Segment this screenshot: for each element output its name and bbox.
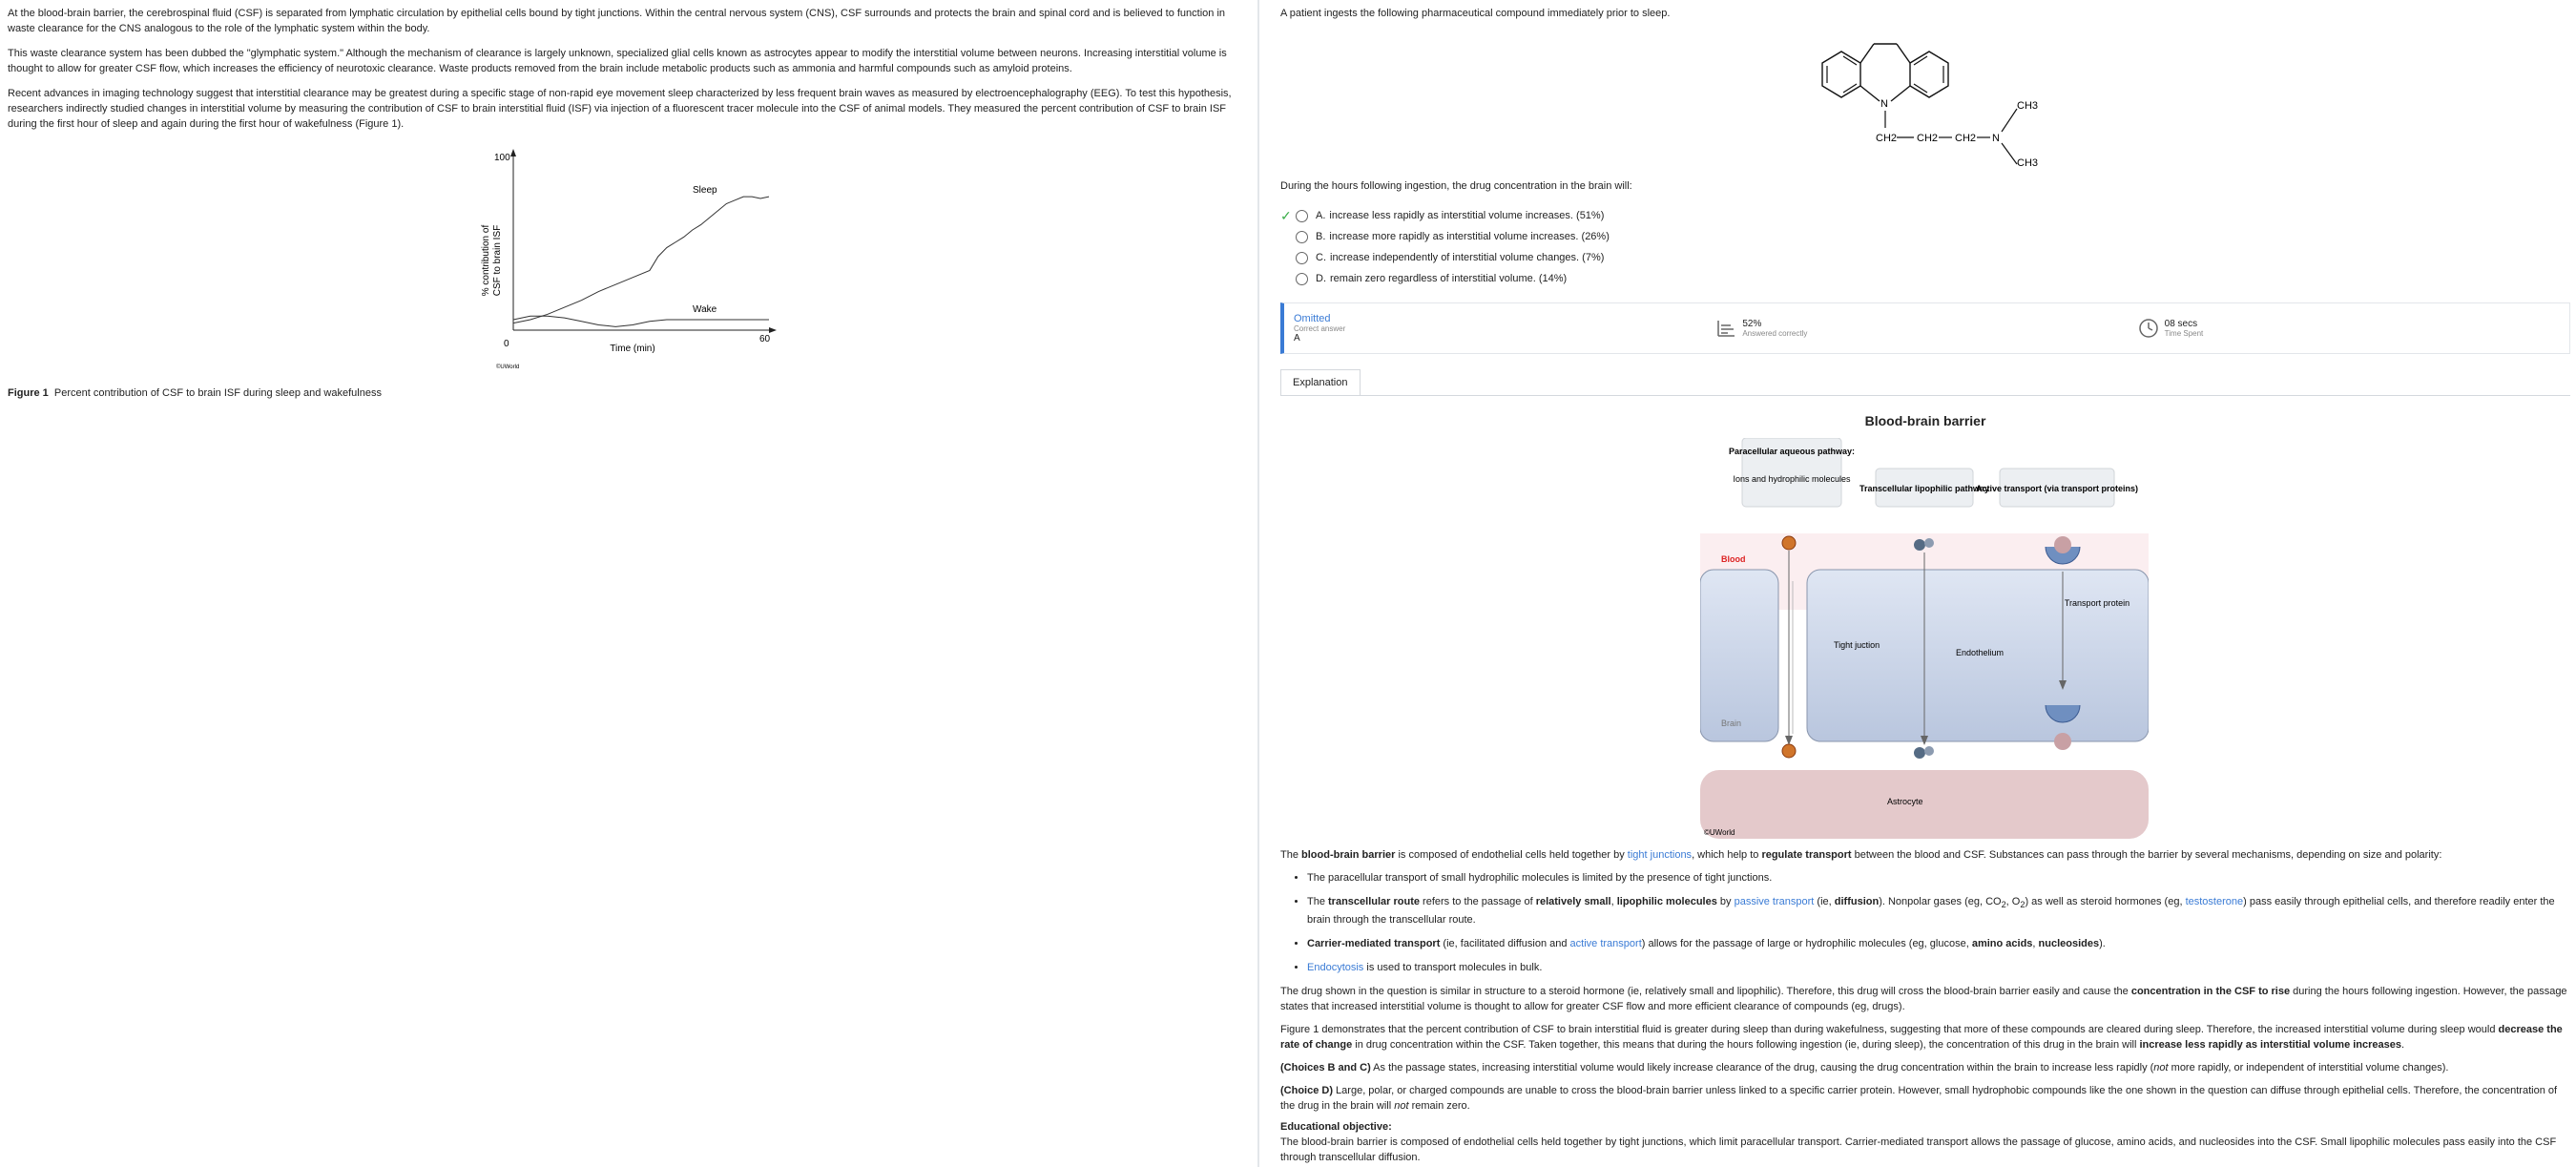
explanation-body [1280, 847, 2570, 1165]
structure-ch3-bottom: CH3 [2017, 157, 2039, 169]
choice-percent: (26%) [1581, 231, 1610, 242]
tricyclic-structure-drawing [1796, 27, 2063, 170]
educational-objective-title: Educational objective: [1280, 1121, 1392, 1134]
status-text: Omitted [1294, 313, 1331, 324]
choice-text: increase less rapidly as interstitial volume increases. [1329, 210, 1573, 221]
y-axis-arrow [510, 149, 516, 156]
figure-caption-text: Percent contribution of CSF to brain ISF during sleep and wakefulness [53, 387, 382, 399]
figure-copyright: ©UWorld [496, 365, 520, 370]
choice-text: increase independently of interstitial volume changes. [1330, 252, 1580, 263]
blood-brain-barrier-diagram [1700, 438, 2149, 842]
expl-bullets [1280, 870, 2570, 975]
passive-transport-link[interactable]: passive transport [1734, 896, 1815, 907]
passage-panel [0, 0, 1259, 1167]
col3-title: Active transport (via transport proteins) [1975, 484, 2139, 493]
active-transport-link[interactable]: active transport [1569, 938, 1642, 950]
structure-n-amine: N [1992, 133, 2000, 144]
list-item: • Carrier-mediated transport (ie, facilitated diffusion and active transport) allows for the passage of large or hydrophilic molecules (eg, glucose, amino acids, nucleosides). [1307, 936, 2570, 951]
radio-button[interactable] [1296, 273, 1308, 285]
figure-label: Figure 1 [8, 387, 49, 399]
y-tick-label-0: 0 [504, 339, 509, 349]
answer-choices [1280, 205, 2570, 289]
diagram-copyright: ©UWorld [1704, 828, 1735, 837]
series-line-sleep [513, 197, 769, 323]
blood-label: Blood [1721, 554, 1746, 564]
tight-junctions-link[interactable]: tight junctions [1627, 849, 1693, 861]
radio-button[interactable] [1296, 231, 1308, 243]
x-tick-label-60: 60 [759, 334, 771, 344]
choice-b[interactable] [1280, 226, 2570, 247]
choice-text: increase more rapidly as interstitial volume increases. [1329, 231, 1579, 242]
choice-d[interactable] [1280, 268, 2570, 289]
clock-icon [2138, 318, 2159, 339]
series-label-sleep: Sleep [693, 185, 717, 197]
structure-ch2-1: CH2 [1876, 133, 1898, 144]
choice-letter: B. [1316, 231, 1326, 242]
bbb-illustration [1700, 438, 2149, 839]
tab-explanation[interactable]: Explanation [1280, 369, 1361, 395]
structure-n-ring: N [1880, 98, 1888, 110]
question-prompt: During the hours following ingestion, the drug concentration in the brain will: [1280, 180, 1632, 192]
expl-paragraph-4: (Choices B and C) As the passage states, increasing interstitial volume would likely increase clearance of the drug, causing the drug concentration within the brain to increase less rapidly (not more rapidly, or independent of interstitial volume changes). [1280, 1062, 2449, 1074]
line-chart [466, 141, 790, 375]
choice-letter: C. [1316, 252, 1326, 263]
brain-label: Brain [1721, 719, 1742, 728]
percent-label: Answered correctly [1742, 329, 1808, 338]
figure-caption [8, 387, 1250, 399]
list-item: • Endocytosis is used to transport molecules in bulk. [1307, 960, 2570, 975]
x-axis-label: Time (min) [610, 344, 655, 354]
x-axis-arrow [769, 327, 777, 333]
endothelium-label: Endothelium [1956, 648, 2005, 657]
bar-chart-icon [1715, 318, 1736, 339]
percent-correct [1715, 318, 2137, 339]
structure-ch3-top: CH3 [2017, 100, 2039, 112]
answer-status [1294, 313, 1715, 344]
list-item: • The paracellular transport of small hydrophilic molecules is limited by the presence of tight junctions. [1307, 870, 2570, 886]
testosterone-link[interactable]: testosterone [2185, 896, 2244, 907]
list-item: • The transcellular route refers to the passage of relatively small, lipophilic molecules by passive transport (ie, diffusion). Nonpolar gases (eg, $CO_2$, $O_2$) as well as steroid hormones (eg, testosterone) pass easily through epithelial cells, and therefore readily enter the brain through the transcellular route. [1307, 894, 2570, 927]
passage-paragraph-3: Recent advances in imaging technology suggest that interstitial clearance may be greatest during a specific stage of non-rapid eye movement sleep characterized by less frequent brain waves as measured by electroencephalography (EEG). To test this hypothesis, researchers indirectly studied changes in interstitial volume by measuring the contribution of CSF to brain interstitial fluid (ISF) via injection of a fluorescent tracer molecule into the CSF of animal models. They measured the percent contribution of CSF to brain ISF during the first hour of sleep and again during the first hour of wakefulness (Figure 1). [8, 88, 1232, 130]
correct-check-icon: ✓ [1280, 207, 1292, 223]
time-label: Time Spent [2164, 329, 2204, 338]
choice-text: remain zero regardless of interstitial volume. [1330, 273, 1536, 284]
transport-protein-label: Transport protein [2064, 598, 2130, 608]
percent-value: 52% [1742, 319, 1762, 329]
expl-paragraph-2: The drug shown in the question is similar in structure to a steroid hormone (ie, relatively small and lipophilic). Therefore, this drug will cross the blood-brain barrier easily and cause the concentration in the CSF to rise during the hours following ingestion. However, the passage states that increased interstitial volume is thought to allow for greater CSF flow and more efficient clearance of compounds (eg, drugs). [1280, 986, 2567, 1013]
question-stem: A patient ingests the following pharmaceutical compound immediately prior to sleep. [1280, 8, 1671, 19]
choice-c[interactable] [1280, 247, 2570, 268]
passage-paragraph-1: At the blood-brain barrier, the cerebrospinal fluid (CSF) is separated from lymphatic circulation by epithelial cells bound by tight junctions. Within the central nervous system (CNS), CSF surrounds and protects the brain and spinal cord and is believed to function in waste clearance for the CNS analogous to the role of the lymphatic system within the body. [8, 8, 1226, 34]
endocytosis-link[interactable]: Endocytosis [1307, 962, 1364, 974]
divider [1280, 395, 2570, 396]
structure-ch2-3: CH2 [1955, 133, 1977, 144]
choice-a[interactable] [1280, 205, 2570, 226]
choice-percent: (14%) [1538, 273, 1568, 284]
choice-letter: A. [1316, 210, 1326, 221]
expl-paragraph-5: (Choice D) Large, polar, or charged compounds are unable to cross the blood-brain barrier unless linked to a specific carrier protein. However, small hydrophobic compounds like the one shown in the question can diffuse through epithelial cells. Therefore, the concentration of the drug in the brain will not remain zero. [1280, 1085, 2558, 1113]
y-tick-label-100: 100 [494, 153, 510, 163]
diagram-title: Blood-brain barrier [1864, 413, 1986, 428]
figure-1 [466, 141, 1250, 378]
radio-button[interactable] [1296, 252, 1308, 264]
col1-subtitle: Ions and hydrophilic molecules [1733, 474, 1851, 484]
y-axis-label: % contribution ofCSF to brain ISF [481, 224, 503, 297]
educational-objective-text: The blood-brain barrier is composed of endothelial cells held together by tight junctions, which limit paracellular transport. Carrier-mediated transport allows the passage of glucose, amino acids, and nucleosides into the CSF. Small lipophilic molecules pass easily into the CSF through transcellular diffusion. [1280, 1136, 2557, 1164]
correct-answer-label: Correct answer [1294, 324, 1346, 333]
passage-paragraph-2: This waste clearance system has been dubbed the "glymphatic system." Although the mechanism of clearance is largely unknown, specialized glial cells known as astrocytes appear to modify the interstitial volume between neurons. Increasing interstitial volume is thought to allow for greater CSF flow, which increases the efficiency of neurotoxic clearance. Waste products removed from the brain include metabolic products such as ammonia and harmful compounds such as amyloid proteins. [8, 48, 1227, 74]
series-label-wake: Wake [693, 303, 717, 315]
chemical-structure [1796, 27, 2570, 173]
radio-button[interactable] [1296, 210, 1308, 222]
expl-intro: The blood-brain barrier is composed of endothelial cells held together by tight junctions, which help to regulate transport between the blood and CSF. Substances can pass through the barrier by several mechanisms, depending on size and polarity: [1280, 849, 2442, 861]
structure-ch2-2: CH2 [1917, 133, 1939, 144]
series-line-wake [513, 316, 769, 326]
choice-percent: (51%) [1576, 210, 1605, 221]
col2-title: Transcellular lipophilic pathway [1859, 484, 1990, 493]
time-value: 08 secs [2164, 319, 2198, 329]
expl-paragraph-3: Figure 1 demonstrates that the percent contribution of CSF to brain interstitial fluid is greater during sleep than during wakefulness, suggesting that more of these compounds are cleared during sleep. Therefore, the increased interstitial volume during sleep would decrease the rate of change in drug concentration within the CSF. Taken together, this means that during the hours following ingestion (ie, during sleep), the concentration of this drug in the brain will increase less rapidly as interstitial volume increases. [1280, 1024, 2563, 1052]
question-panel [1259, 0, 2576, 1167]
choice-percent: (7%) [1582, 252, 1605, 263]
time-spent [2138, 318, 2560, 339]
correct-answer-value: A [1294, 333, 1300, 344]
col1-title: Paracellular aqueous pathway: [1728, 447, 1856, 456]
astrocyte-label: Astrocyte [1887, 797, 1923, 806]
choice-letter: D. [1316, 273, 1326, 284]
answer-stats-bar [1280, 302, 2570, 354]
tight-junction-label: Tight juction [1834, 640, 1880, 650]
